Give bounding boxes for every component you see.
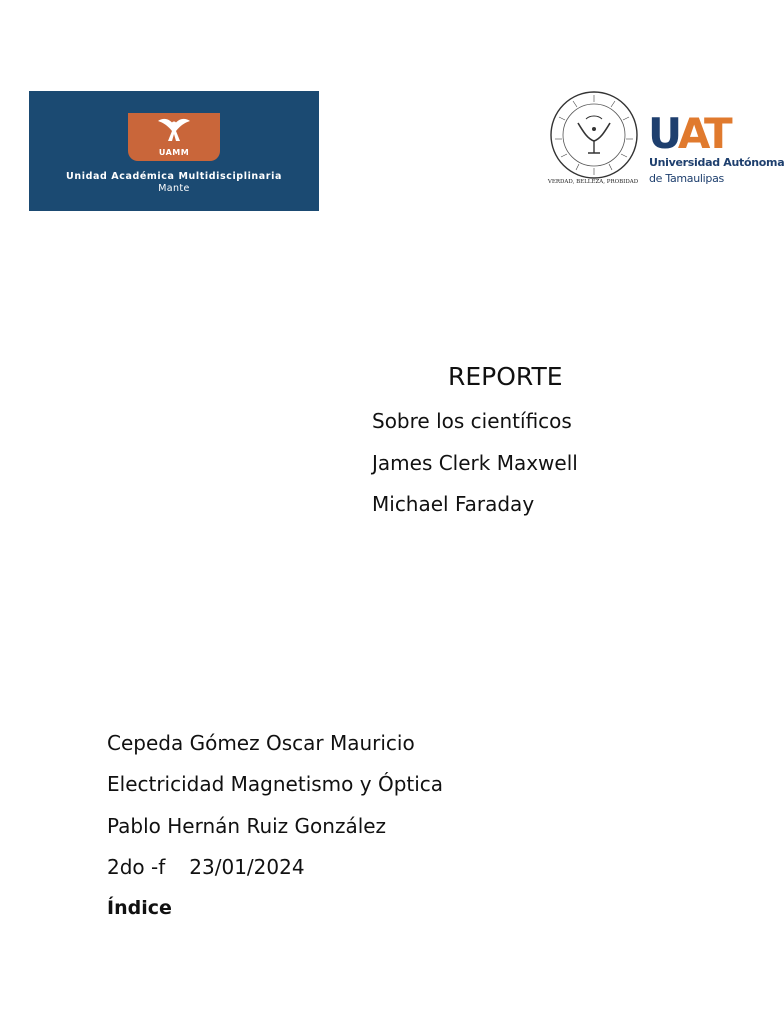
index-heading: Índice	[107, 897, 172, 919]
uamm-acronym: UAMM	[158, 148, 190, 157]
uamm-logo	[29, 91, 319, 211]
seal-motto: VERDAD, BELLEZA, PROBIDAD	[547, 179, 639, 185]
course-name: Electricidad Magnetismo y Óptica	[107, 772, 444, 796]
uat-logo-mark	[648, 109, 730, 158]
scientist-name: Michael Faraday	[372, 492, 535, 516]
teacher-name: Pablo Hernán Ruiz González	[107, 814, 387, 838]
student-name: Cepeda Gómez Oscar Mauricio	[107, 731, 415, 755]
uamm-shield-emblem	[128, 113, 220, 161]
uamm-figure-icon	[154, 117, 194, 145]
group-label: 2do -f	[107, 855, 166, 879]
uat-logo-u: U	[648, 109, 678, 158]
scientist-name: James Clerk Maxwell	[372, 451, 578, 475]
uat-logo-at: AT	[677, 109, 730, 158]
uat-name-line2: de Tamaulipas	[649, 172, 724, 185]
group-and-date	[107, 854, 305, 880]
uamm-campus: Mante	[158, 183, 190, 194]
uamm-name: Unidad Académica Multidisciplinaria	[66, 171, 282, 182]
report-title: REPORTE	[448, 362, 563, 391]
university-seal-icon	[548, 89, 640, 181]
report-subtitle: Sobre los científicos	[372, 409, 572, 433]
report-date: 23/01/2024	[189, 855, 305, 879]
uat-name-line1: Universidad Autónoma	[649, 156, 784, 169]
